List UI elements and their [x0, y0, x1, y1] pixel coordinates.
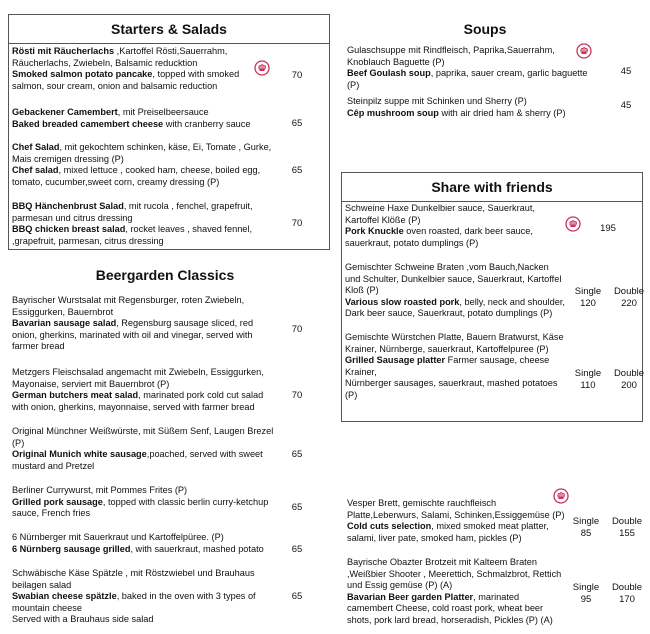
item-desc-de: , mit Süßem Senf, Laugen Brezel (P) — [12, 426, 274, 448]
item-name-en: Various slow roasted pork — [345, 296, 460, 307]
share-title: Share with friends — [342, 173, 642, 202]
item-name-en: Bavarian sausage salad — [12, 318, 117, 329]
price: 45 — [620, 100, 632, 111]
beergarden-title: Beergarden Classics — [95, 267, 235, 283]
share-item-3 — [345, 332, 565, 402]
item-desc-en: ,poached, served with sweet mustard and Pretzel — [12, 449, 263, 471]
item-name-de: Original Münchner Weißwürste — [12, 426, 138, 436]
item-desc-de: , mit Pommes Frites (P) — [90, 485, 188, 495]
soup-item-2 — [347, 96, 592, 119]
item-desc-en: , belly, neck and shoulder, Dark beer sauce, Sauerkraut, potato dumplings (P) — [345, 296, 565, 319]
item-name-en: BBQ chicken breast salad — [12, 224, 126, 235]
share-item-1 — [345, 203, 563, 249]
item-name-en: Cold cuts selection — [347, 521, 432, 532]
price: 45 — [620, 66, 632, 77]
item-name-de: Metzgers Fleischsalad — [12, 367, 104, 377]
item-desc-de: , mit Röstzwiebel und Brauhaus beilagen salad — [12, 568, 255, 590]
price: 65 — [291, 544, 303, 555]
item-name-en: Chef salad — [12, 165, 59, 176]
double-label: Double — [611, 582, 643, 593]
item-desc-en: , topped with smoked salmon, sour cream, onion and balsamic reduction — [12, 69, 240, 91]
beergarden-item-5 — [12, 532, 274, 555]
starter-item-4 — [12, 201, 274, 247]
double-label: Double — [613, 368, 645, 379]
item-desc-en: , topped with classic berlin curry-ketchup sauce, French fries — [12, 496, 269, 519]
starter-item-2 — [12, 107, 287, 130]
item-name-de: Berliner Currywurst — [12, 485, 91, 495]
item-name-en: Original Munich white sausage — [12, 449, 147, 460]
item-name-de: Bayrische Obazter Brotzeit — [347, 557, 457, 567]
price: 70 — [291, 324, 303, 335]
item-desc-de: mit Rindfleisch, Paprika,Sauerrahm, Knoblauch Baguette (P) — [347, 45, 555, 67]
item-desc-de: , mit rucola , fenchel, grapefruit, parmesan und citrus dressing — [12, 201, 253, 223]
share-lower-item-2 — [347, 557, 565, 627]
item-name-en: Swabian cheese spätzle — [12, 591, 117, 602]
item-desc-en: , baked in the oven with 3 types of mountain cheese — [12, 591, 256, 613]
item-name-de: Bayrischer Wurstsalat — [12, 295, 102, 305]
double-price: 220 — [621, 298, 637, 309]
item-desc-de: ,vom Bauch,Nacken und Schulter, Dunkelbier sauce, Sauerkraut, Kartoffel Kloß (P) — [345, 262, 562, 296]
share-lower-item-1 — [347, 498, 565, 544]
item-name-en: Bavarian Beer garden Platter — [347, 591, 474, 602]
item-name-en: Grilled Sausage platter — [345, 355, 446, 366]
beergarden-item-3 — [12, 426, 274, 472]
item-name-de: Vesper Brett — [347, 498, 398, 508]
item-name-en: German butchers meat salad — [12, 390, 139, 401]
price: 65 — [291, 118, 303, 129]
item-desc-en: oven roasted, dark beer sauce, sauerkraut, potato dumplings (P) — [345, 226, 533, 248]
beergarden-item-6 — [12, 568, 274, 626]
item-desc-de: , gemischte rauchfleisch Platte,Leberwurs, Salami, Schinken,Essiggemüse (P) — [347, 498, 565, 520]
item-desc-de: mit Kalteem Braten ,Weißbier Shooter , Meerettich, Schmalzbrot, Rettich und Essig gemüse (P) (A) — [347, 557, 562, 591]
item-name-en: Cêp mushroom soup — [347, 107, 439, 118]
item-name-de: Gulaschsuppe — [347, 45, 406, 55]
item-desc-en: , mixed smoked meat platter, salami, liver pate, smoked ham, pickles (P) — [347, 521, 549, 543]
chef-hat-badge-icon — [565, 216, 581, 232]
price: 195 — [600, 223, 616, 234]
item-name-de: Steinpilz suppe — [347, 96, 410, 106]
single-price: 110 — [580, 380, 596, 391]
single-label: Single — [572, 582, 600, 593]
share-item-2 — [345, 262, 565, 320]
item-desc-en: with air dried ham & sherry (P) — [438, 107, 566, 118]
item-desc-en: Farmer sausage, cheese Krainer, — [345, 355, 550, 377]
price: 70 — [291, 218, 303, 229]
beergarden-item-1 — [12, 295, 274, 353]
item-desc-de: angemacht mit Zwiebeln, Essiggurken, Mayonaise, serviert mit Bauernbrot (P) — [12, 367, 264, 389]
double-label: Double — [613, 286, 645, 297]
double-price: 155 — [619, 528, 635, 539]
item-extra-en: Served with a Brauhaus side salad — [12, 614, 154, 625]
item-name-de: 6 Nürnberger — [12, 532, 67, 542]
double-label: Double — [611, 516, 643, 527]
single-price: 120 — [580, 298, 596, 309]
item-desc-en: , marinated pork cold cut salad with onion, gherkins, mayonnaise, served with farmer bread — [12, 390, 264, 412]
price: 65 — [291, 449, 303, 460]
item-desc-en: with cranberry sauce — [163, 118, 251, 129]
item-name-en: 6 Nürnberg sausage grilled — [12, 543, 131, 554]
item-name-en: Smoked salmon potato pancake — [12, 69, 153, 80]
item-desc-de: , Bauern Bratwurst, Käse Krainer, Nürnberge, sauerkraut, Kartoffelpuree (P) — [345, 332, 564, 354]
item-desc-de: mit Schinken und Sherry (P) — [409, 96, 527, 106]
item-desc-en: , rocket leaves , shaved fennel, ,grapefruit, parmesan, citrus dressing — [12, 224, 253, 246]
item-desc-en: , Regensburg sausage sliced, red onion, gherkins, marinated with oil and vinegar, served with farmer bread — [12, 318, 254, 352]
chef-hat-badge-icon — [254, 60, 270, 76]
item-desc-de: , mit Preiselbeersauce — [117, 107, 209, 117]
price: 65 — [291, 591, 303, 602]
item-name-en: Beef Goulash soup — [347, 68, 431, 79]
item-desc-de: Dunkelbier sauce, Sauerkraut, Kartoffel Klöße (P) — [345, 203, 535, 225]
double-price: 170 — [619, 594, 635, 605]
price: 70 — [291, 390, 303, 401]
item-name-de: Gemischte Würstchen Platte — [345, 332, 462, 342]
item-name-en: Pork Knuckle — [345, 226, 404, 237]
item-name-de: BBQ Hänchenbrust Salad — [12, 201, 124, 211]
item-name-de: Rösti mit Räucherlachs — [12, 46, 115, 56]
double-price: 200 — [621, 380, 637, 391]
item-extra-en: Nürnberger sausages, sauerkraut, mashed potatoes (P) — [345, 378, 558, 400]
item-desc-en: , marinated camembert Cheese, cold roast pork, wheat beer shots, pork lard bread, horseradish, Pickles (P) (A) — [347, 591, 553, 625]
item-name-en: Baked breaded camembert cheese — [12, 118, 164, 129]
item-name-en: Grilled pork sausage — [12, 496, 103, 507]
single-label: Single — [572, 516, 600, 527]
chef-hat-badge-icon — [576, 43, 592, 59]
soups-title: Soups — [463, 21, 507, 37]
beergarden-item-2 — [12, 367, 274, 413]
item-name-de: Gemischter Schweine Braten — [345, 262, 464, 272]
starter-item-3 — [12, 142, 274, 188]
single-label: Single — [574, 286, 602, 297]
item-desc-en: , paprika, sauer cream, garlic baguette (P) — [347, 68, 588, 90]
beergarden-item-4 — [12, 485, 274, 520]
item-desc-de: mit Sauerkraut und Kartoffelpüree. (P) — [66, 532, 224, 542]
item-desc-de: mit Regensburger, roten Zwiebeln, Essiggurken, Bauernbrot — [12, 295, 245, 317]
item-desc-en: , mixed lettuce , cooked ham, cheese, boiled egg, tomato, cucumber,sweet corn, creamy dressing (P) — [12, 165, 261, 187]
starters-title: Starters & Salads — [9, 15, 329, 44]
item-desc-de: ,Kartoffel Rösti,Sauerrahm, Räucherlachs, Zwiebeln, Balsamic reducktion — [12, 46, 228, 68]
single-price: 95 — [580, 594, 592, 605]
single-label: Single — [574, 368, 602, 379]
item-desc-en: , with sauerkraut, mashed potato — [130, 543, 264, 554]
price: 70 — [291, 70, 303, 81]
single-price: 85 — [580, 528, 592, 539]
starter-item-1 — [12, 46, 260, 92]
item-name-de: Chef Salad — [12, 142, 60, 152]
item-name-de: Schwäbische Käse Spätzle — [12, 568, 123, 578]
item-name-de: Gebackener Camembert — [12, 107, 118, 117]
item-name-de: Schweine Haxe — [345, 203, 409, 213]
item-desc-de: , mit gekochtem schinken, käse, Ei, Tomate , Gurke, Mais cremigen dressing (P) — [12, 142, 272, 164]
soup-item-1 — [347, 45, 592, 91]
price: 65 — [291, 502, 303, 513]
price: 65 — [291, 165, 303, 176]
